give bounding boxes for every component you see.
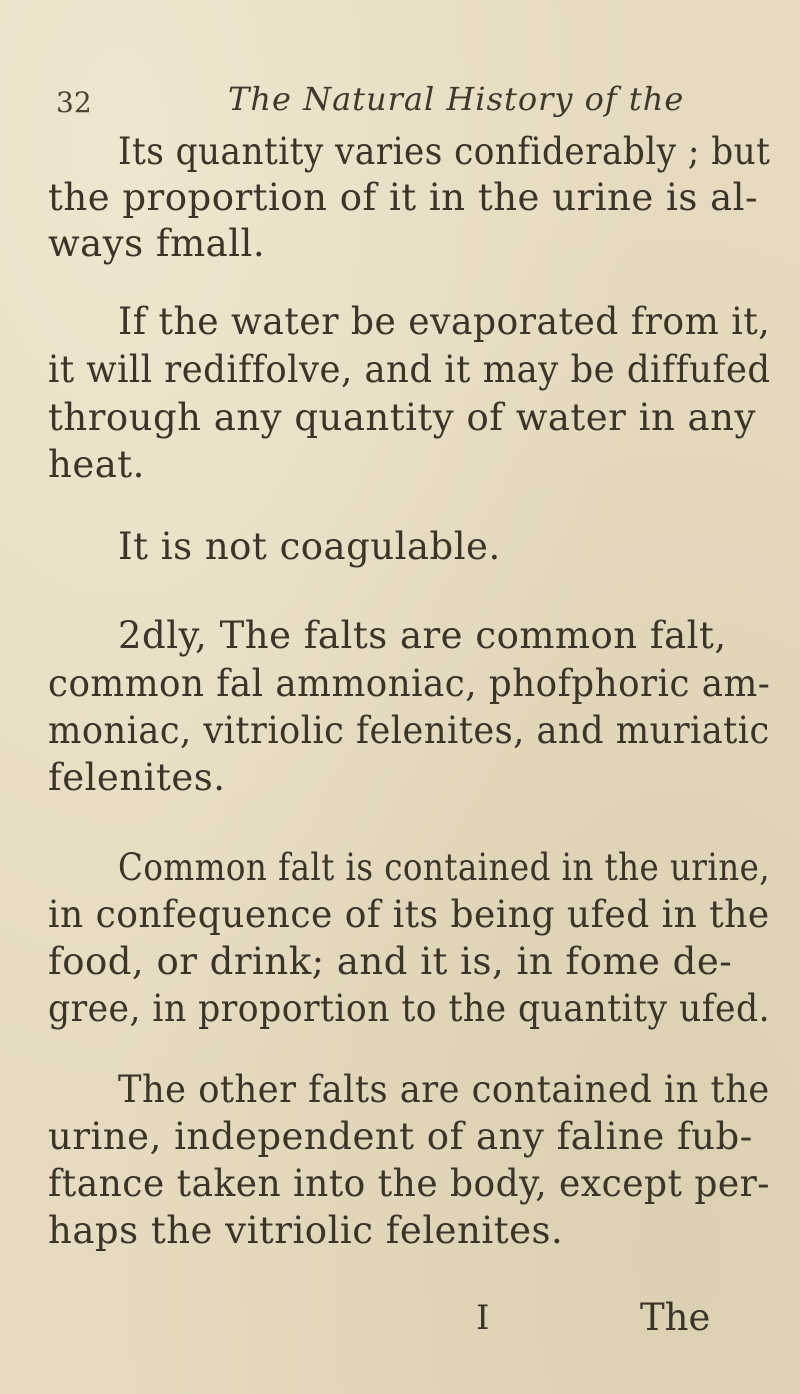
paragraph-6-line-4: haps the vitriolic felenites.: [48, 1209, 564, 1252]
paragraph-5-line-1: Common falt is contained in the urine,: [118, 846, 771, 889]
paragraph-5-line-4: gree, in proportion to the quantity ufed.: [48, 987, 771, 1030]
paragraph-2-line-3: through any quantity of water in any: [48, 396, 756, 439]
paragraph-2-line-4: heat.: [48, 443, 145, 486]
page-number: 32: [56, 86, 92, 119]
paragraph-3-line-1: It is not coagulable.: [118, 525, 501, 568]
paragraph-5-line-3: food, or drink; and it is, in fome de-: [48, 940, 733, 983]
paragraph-6-line-3: ftance taken into the body, except per-: [48, 1162, 770, 1205]
paragraph-4-line-3: moniac, vitriolic felenites, and muriatic: [48, 709, 770, 752]
paragraph-5-line-2: in confequence of its being ufed in the: [48, 893, 770, 936]
paragraph-1-line-1: Its quantity varies confiderably ; but: [118, 130, 771, 173]
paragraph-4-line-1: 2dly, The falts are common falt,: [118, 614, 727, 657]
paragraph-2-line-2: it will rediffolve, and it may be diffufed: [48, 348, 771, 391]
paragraph-1-line-2: the proportion of it in the urine is al-: [48, 176, 759, 219]
paragraph-6-line-1: The other falts are contained in the: [118, 1068, 770, 1111]
running-head: The Natural History of the: [228, 80, 685, 118]
page-footer: [0, 1298, 800, 1348]
catchword: The: [640, 1296, 711, 1339]
signature-mark: I: [476, 1298, 490, 1338]
paragraph-6-line-2: urine, independent of any faline fub-: [48, 1115, 753, 1158]
paragraph-2-line-1: If the water be evaporated from it,: [118, 300, 771, 343]
paragraph-4-line-2: common fal ammoniac, phofphoric am-: [48, 662, 771, 705]
paragraph-1-line-3: ways fmall.: [48, 222, 266, 265]
paragraph-4-line-4: felenites.: [48, 756, 226, 799]
